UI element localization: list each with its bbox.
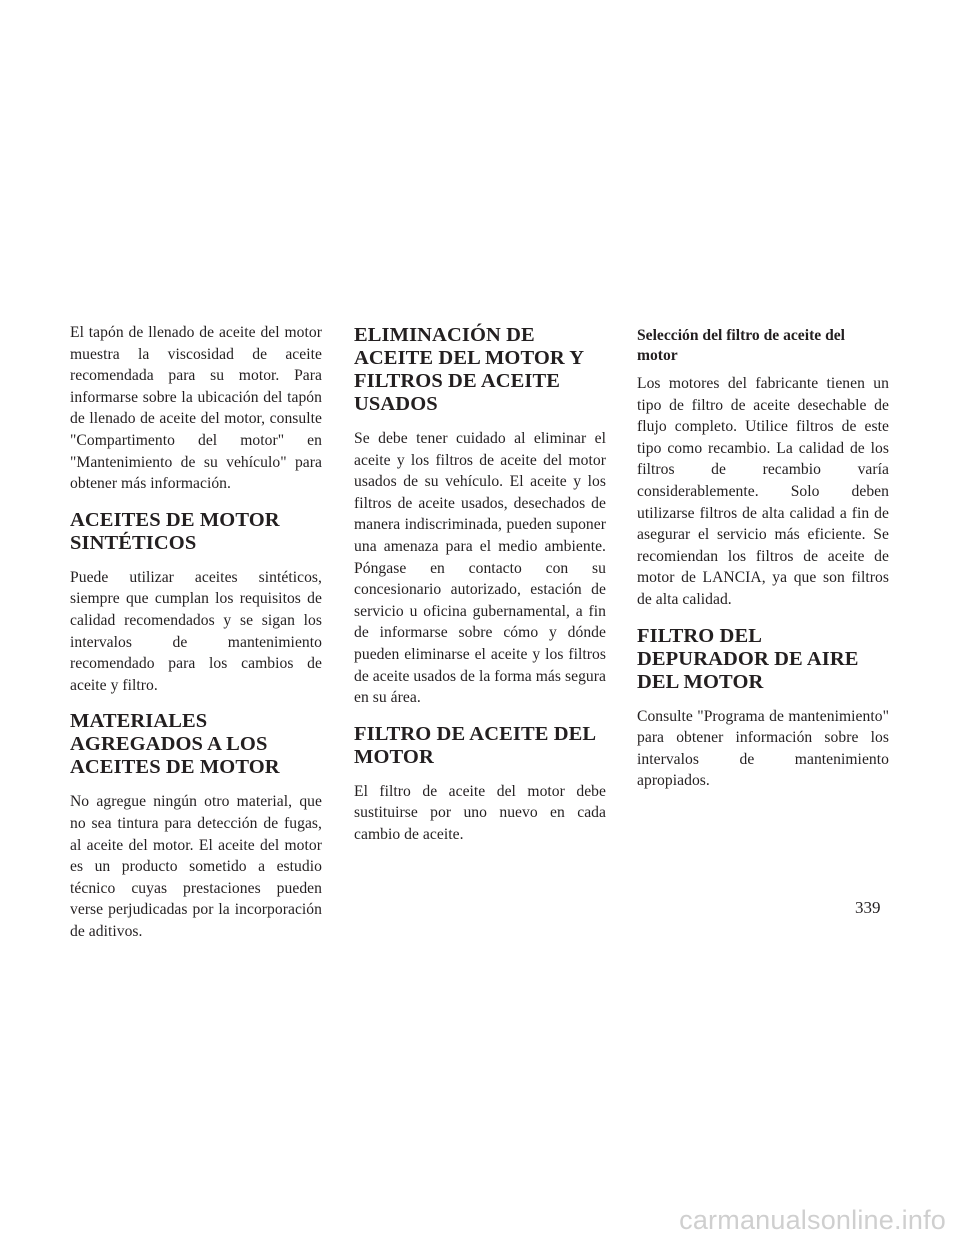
watermark-link[interactable]: carmanualsonline.info [679, 1205, 946, 1235]
air-filter-heading: FILTRO DEL DEPURADOR DE AIRE DEL MOTOR [637, 624, 859, 693]
additives-heading: MATERIALES AGREGADOS A LOS ACEITES DE MOTOR [70, 710, 280, 779]
air-filter-paragraph: Consulte "Programa de mantenimiento" para obtener información sobre los intervalos de mantenimiento apropiados. [637, 707, 889, 790]
synthetic-oils-heading: ACEITES DE MOTOR SINTÉTICOS [70, 508, 280, 554]
page-number: 339 [855, 898, 881, 917]
column-middle [354, 322, 606, 860]
additives-paragraph: No agregue ningún otro material, que no sea tintura para detección de fugas, al aceite del motor. El aceite del motor es un producto sometido a estudio técnico cuyas prestaciones pueden verse perjudicadas por la incorporación de aditivos. [70, 793, 322, 940]
oil-cap-paragraph: El tapón de llenado de aceite del motor muestra la viscosidad de aceite recomendada para su motor. Para informarse sobre la ubicación del tapón de llenado de aceite del motor, consulte "Compartimento del motor" en "Mantenimiento de su vehículo" para obtener más información. [70, 324, 322, 493]
filter-selection-paragraph: Los motores del fabricante tienen un tipo de filtro de aceite desechable de flujo completo. Utilice filtros de este tipo como recambio. La calidad de los filtros de recambio varía considerablemente. Solo deben utilizarse filtros de alta calidad a fin de asegurar el servicio más eficiente. Se recomiendan los filtros de aceite de motor de LANCIA, ya que son filtros de alta calidad. [637, 375, 889, 608]
column-left [70, 322, 322, 956]
oil-filter-paragraph: El filtro de aceite del motor debe sustituirse por uno nuevo en cada cambio de aceite. [354, 782, 606, 843]
oil-disposal-paragraph: Se debe tener cuidado al eliminar el aceite y los filtros de aceite del motor usados de su vehículo. El aceite y los filtros de aceite usados, desechados de manera indiscriminada, pueden suponer una amenaza para el medio ambiente. Póngase en contacto con su concesionario autorizado, estación de servicio u oficina gubernamental, a fin de informarse sobre cómo y dónde pueden eliminarse el aceite y los filtros de aceite usados de la forma más segura en su área. [354, 430, 606, 707]
oil-filter-heading: FILTRO DE ACEITE DEL MOTOR [354, 722, 596, 768]
synthetic-oils-paragraph: Puede utilizar aceites sintéticos, siempre que cumplan los requisitos de calidad recomendados y se sigan los intervalos de mantenimiento recomendado para los cambios de aceite y filtro. [70, 568, 322, 694]
oil-disposal-heading: ELIMINACIÓN DE ACEITE DEL MOTOR Y FILTROS DE ACEITE USADOS [354, 324, 584, 415]
filter-selection-heading: Selección del filtro de aceite del motor [637, 327, 846, 364]
column-right [637, 322, 889, 806]
